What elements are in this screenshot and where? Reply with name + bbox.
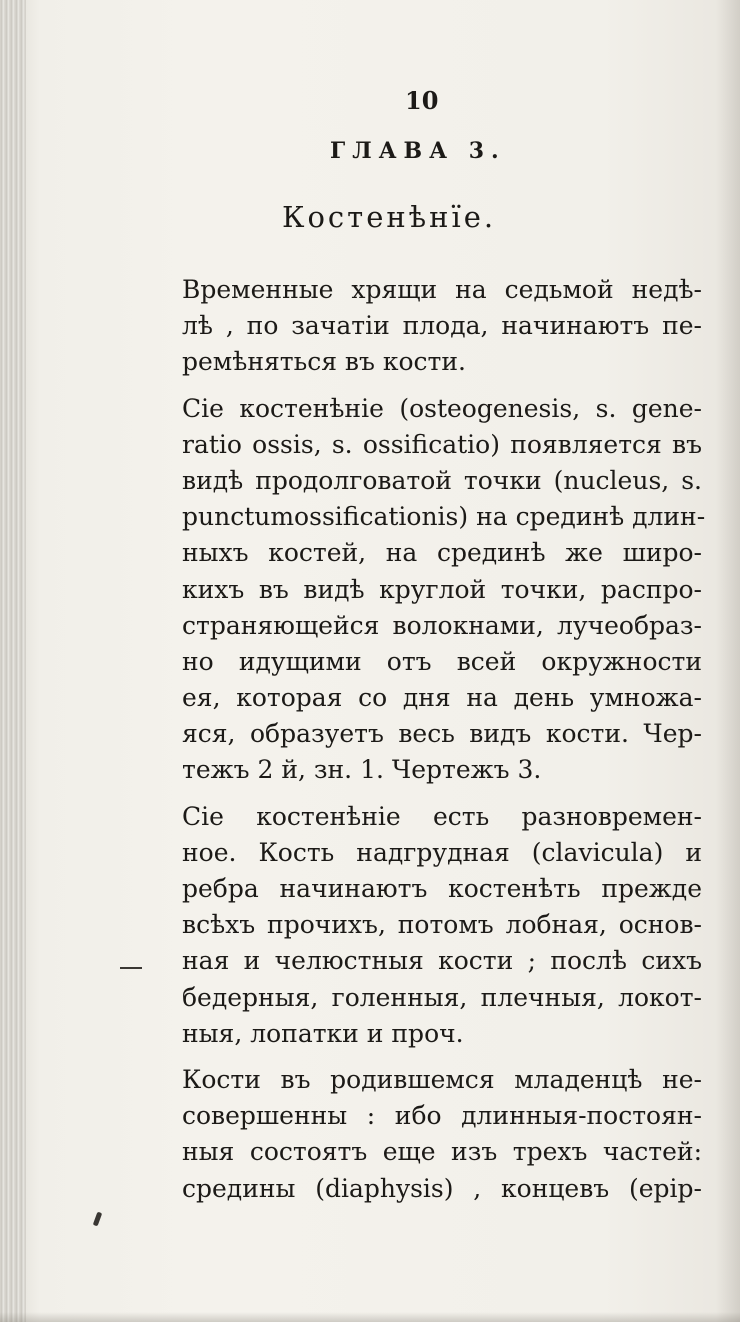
paragraph-3 [182,799,702,1052]
text-line: тежъ 2 й, зн. 1. Чертежъ 3. [182,755,542,785]
text-line: яся, образуетъ весь видъ кости. Чер- [182,719,702,749]
text-line: совершенны : ибо длинныя-постоян- [182,1101,702,1131]
page-right-edge [716,0,740,1322]
text-line: лѣ , по зачатіи плода, начинаютъ пе- [182,311,702,341]
margin-dash-mark [120,967,142,969]
text-line: ная и челюстныя кости ; послѣ сихъ [182,946,702,976]
paragraph-1 [182,272,702,381]
text-line: ныхъ костей, на срединѣ же широ- [182,538,702,568]
page-number: 10 [405,86,439,115]
text-line: кихъ въ видѣ круглой точки, распро- [182,574,702,604]
paragraph-4 [182,1062,702,1207]
text-line: бедерныя, голенныя, плечныя, локот- [182,982,702,1012]
text-line: всѣхъ прочихъ, потомъ лобная, основ- [182,910,702,940]
page-body-text [182,272,706,1207]
text-line: средины (diaphysis) , концевъ (epip- [182,1173,702,1203]
ink-speck-mark [93,1212,102,1227]
text-line: punctumossificationis) на срединѣ длин- [182,502,706,532]
text-line: ныя состоятъ еще изъ трехъ частей: [182,1137,702,1167]
text-line: ratio ossis, s. ossificatio) появляется въ [182,429,702,459]
text-line: но идущими отъ всей окружности [182,646,702,676]
text-line: Сіе костенѣніе (osteogenesis, s. gene- [182,393,702,423]
text-line: ремѣняться въ кости. [182,347,466,377]
paragraph-2 [182,391,706,789]
text-line: Кости въ родившемся младенцѣ не- [182,1064,702,1094]
text-line: ребра начинаютъ костенѣть прежде [182,874,702,903]
chapter-heading: ГЛАВА 3. [330,138,506,164]
text-line: видѣ продолговатой точки (nucleus, s. [182,465,702,495]
text-line: страняющейся волокнами, лучеобраз- [182,610,702,640]
text-line: ное. Кость надгрудная (clavicula) и [182,837,702,867]
book-binding [0,0,26,1322]
text-line: Временные хрящи на седьмой недѣ- [182,275,702,304]
page-bottom-edge [0,1312,740,1322]
text-line: ея, которая со дня на день умножа- [182,683,702,713]
text-line: ныя, лопатки и проч. [182,1018,464,1048]
section-title: Костенѣнїе. [282,200,497,234]
text-line: Сіе костенѣніе есть разновремен- [182,801,702,831]
